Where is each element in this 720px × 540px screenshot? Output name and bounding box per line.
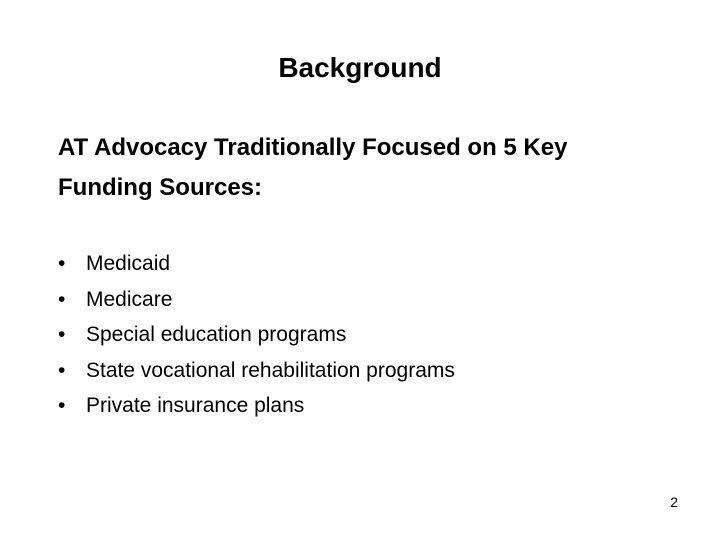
list-item-label: Medicare: [86, 287, 173, 311]
list-item: [58, 388, 678, 424]
list-item: [58, 246, 678, 282]
bullet-icon: •: [58, 358, 66, 382]
slide-subtitle: [58, 128, 678, 208]
list-item-label: State vocational rehabilitation programs: [86, 358, 455, 382]
list-item-label: Special education programs: [86, 323, 347, 346]
list-item: [58, 353, 678, 389]
bullet-icon: •: [58, 394, 66, 417]
bullet-icon: •: [58, 323, 66, 346]
subtitle-line-2: Funding Sources:: [58, 174, 262, 201]
list-item: [58, 317, 678, 353]
list-item: [58, 282, 678, 318]
bullet-icon: •: [58, 252, 66, 275]
slide-title: Background: [278, 52, 442, 83]
list-item-label: Medicaid: [86, 252, 171, 275]
funding-sources-list: [58, 246, 678, 424]
list-item-label: Private insurance plans: [86, 394, 305, 417]
page-number: 2: [670, 494, 678, 510]
subtitle-line-1: AT Advocacy Traditionally Focused on 5 Key: [58, 134, 568, 161]
bullet-icon: •: [58, 287, 66, 311]
